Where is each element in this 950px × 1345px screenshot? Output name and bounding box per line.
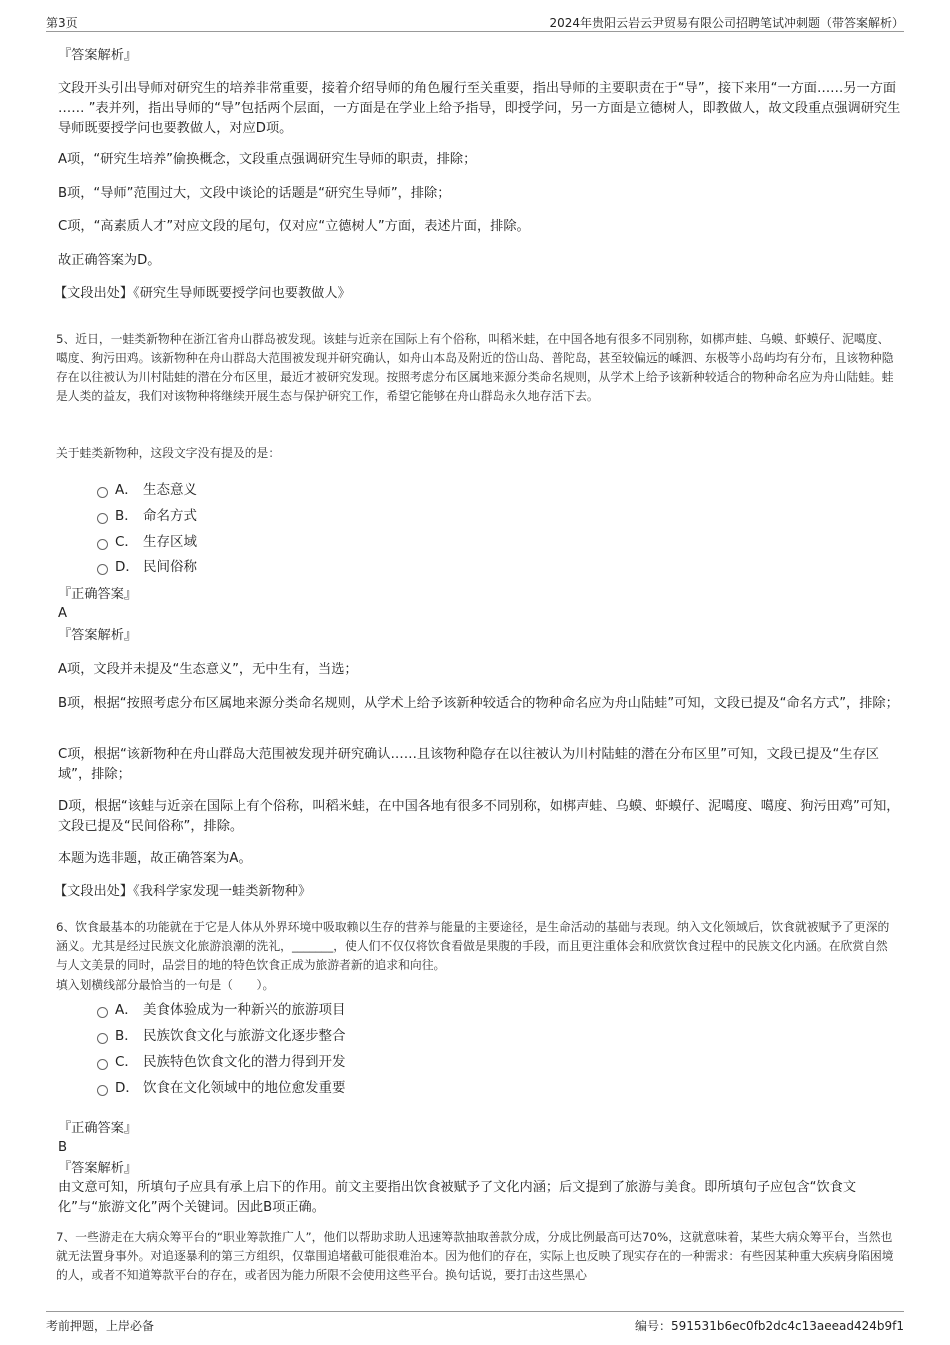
- radio-icon[interactable]: [97, 1007, 108, 1018]
- radio-icon[interactable]: [97, 487, 108, 498]
- analysis-text: 文段开头引出导师对研究生的培养非常重要，接着介绍导师的角色履行至关重要，指出导师的主要职责在于“导”，接下来用“一方面……另一方面 …… ”表并列，指出导师的“导”包括两个层面，一方面是在学业上给予指导，即授学问，另一方面是立德树人，即教做人，故文段重点强调研究生导师既要授学问也要教做人，对应D项。: [58, 81, 901, 136]
- source-citation: 【文段出处】《研究生导师既要授学问也要教做人》: [54, 286, 351, 301]
- question-5-text: 5、近日，一蛙类新物种在浙江省舟山群岛被发现。该蛙与近亲在国际上有个俗称，叫稻米蛙，在中国各地有很多不同别称，如梆声蛙、乌蟆、虾蟆仔、泥噶度、噶度、狗污田鸡。该新物种在舟山群岛大范围被发现并研究确认，如舟山本岛及附近的岱山岛、普陀岛，甚至较偏远的嵊泗、东极等小岛屿均有分布，且该物种隐存在以往被认为川村陆蛙的潜在分布区里，最近才被研究发现。按照考虑分布区属地来源分类命名规则，从学术上给予该新种较适合的物种命名应为舟山陆蛙。蛙是人类的益友，我们对该物种将继续开展生态与保护研究工作，希望它能够在舟山群岛永久地存活下去。: [56, 332, 894, 403]
- footer-slogan: 考前押题，上岸必备: [46, 1319, 155, 1333]
- q6-option-a[interactable]: A． 美食体验成为一种新兴的旅游项目: [97, 1000, 346, 1020]
- analysis-conclusion: 本题为选非题，故正确答案为A。: [58, 851, 252, 866]
- question-6-text: 6、饮食最基本的功能就在于它是人体从外界环境中吸取赖以生存的营养与能量的主要途径，是生命活动的基础与表现。纳入文化领域后，饮食就被赋予了更深的涵义。尤其是经过民族文化旅游浪潮的洗礼，_______，使人们不仅仅将饮食看做是果腹的手段，而且更注重体会和欣赏饮食过程中的民族文化内涵。在欣赏自然与人文美景的同时，品尝目的地的特色饮食正成为旅游者新的追求和向往。: [56, 920, 890, 972]
- page-number: 第3页: [46, 16, 78, 30]
- q6-option-b[interactable]: B． 民族饮食文化与旅游文化逐步整合: [97, 1026, 346, 1046]
- q5-option-d[interactable]: D． 民间俗称: [97, 557, 197, 577]
- radio-icon[interactable]: [97, 1059, 108, 1070]
- source-citation: 【文段出处】《我科学家发现一蛙类新物种》: [54, 884, 312, 899]
- q6-option-c[interactable]: C． 民族特色饮食文化的潜力得到开发: [97, 1052, 346, 1072]
- question-5-prompt: 关于蛙类新物种，这段文字没有提及的是：: [56, 446, 281, 460]
- radio-icon[interactable]: [97, 1085, 108, 1096]
- document-title: 2024年贵阳云岩云尹贸易有限公司招聘笔试冲刺题（带答案解析）: [549, 16, 904, 30]
- q5-option-c[interactable]: C． 生存区域: [97, 532, 197, 552]
- document-code: 编号：591531b6ec0fb2dc4c13aeead424b9f1: [635, 1319, 904, 1333]
- radio-icon[interactable]: [97, 513, 108, 524]
- q5-option-b[interactable]: B． 命名方式: [97, 506, 197, 526]
- analysis-label: 『答案解析』: [58, 628, 138, 643]
- analysis-label: 『答案解析』: [58, 1161, 138, 1176]
- analysis-option-d: D项，根据“该蛙与近亲在国际上有个俗称，叫稻米蛙，在中国各地有很多不同别称，如梆声蛙、乌蟆、虾蟆仔、泥噶度、噶度、狗污田鸡”可知，文段已提及“民间俗称”，排除。: [58, 799, 900, 834]
- analysis-option-b: B项，根据“按照考虑分布区属地来源分类命名规则，从学术上给予该新种较适合的物种命名应为舟山陆蛙”可知，文段已提及“命名方式”，排除；: [58, 696, 899, 711]
- radio-icon[interactable]: [97, 1033, 108, 1044]
- analysis-option-b: B项，“导师”范围过大，文段中谈论的话题是“研究生导师”，排除；: [58, 186, 451, 201]
- analysis-option-a: A项，“研究生培养”偷换概念，文段重点强调研究生导师的职责，排除；: [58, 152, 477, 167]
- radio-icon[interactable]: [97, 564, 108, 575]
- question-6-prompt: 填入划横线部分最恰当的一句是（ ）。: [56, 978, 275, 992]
- analysis-text: 由文意可知，所填句子应具有承上启下的作用。前文主要指出饮食被赋予了文化内涵；后文提到了旅游与美食。即所填句子应包含“饮食文化”与“旅游文化”两个关键词。因此B项正确。: [58, 1180, 857, 1215]
- correct-answer-label: 『正确答案』: [58, 587, 138, 602]
- q6-option-d[interactable]: D． 饮食在文化领域中的地位愈发重要: [97, 1078, 346, 1098]
- radio-icon[interactable]: [97, 539, 108, 550]
- correct-answer-label: 『正确答案』: [58, 1121, 138, 1136]
- page-footer: [46, 1311, 904, 1334]
- page-header: [46, 11, 904, 32]
- analysis-option-c: C项，根据“该新物种在舟山群岛大范围被发现并研究确认……且该物种隐存在以往被认为川村陆蛙的潜在分布区里”可知，文段已提及“生存区域”，排除；: [58, 747, 879, 782]
- correct-answer: B: [58, 1140, 68, 1155]
- analysis-option-a: A项，文段并未提及“生态意义”，无中生有，当选；: [58, 662, 358, 677]
- question-7-text: 7、一些游走在大病众筹平台的“职业筹款推广人”，他们以帮助求助人迅速筹款抽取善款分成，分成比例最高可达70%，这就意味着，某些大病众筹平台，当然也就无法置身事外。对追逐暴利的第三方组织，仅靠围追堵截可能很难治本。因为他们的存在，实际上也反映了现实存在的一种需求：有些因某种重大疾病身陷困境的人，或者不知道筹款平台的存在，或者因为能力所限不会使用这些平台。换句话说，要打击这些黑心: [56, 1230, 894, 1282]
- analysis-option-c: C项，“高素质人才”对应文段的尾句，仅对应“立德树人”方面，表述片面，排除。: [58, 219, 530, 234]
- correct-answer: A: [58, 606, 68, 621]
- q5-option-a[interactable]: A． 生态意义: [97, 480, 197, 500]
- analysis-label: 『答案解析』: [58, 48, 138, 63]
- analysis-conclusion: 故正确答案为D。: [58, 253, 161, 268]
